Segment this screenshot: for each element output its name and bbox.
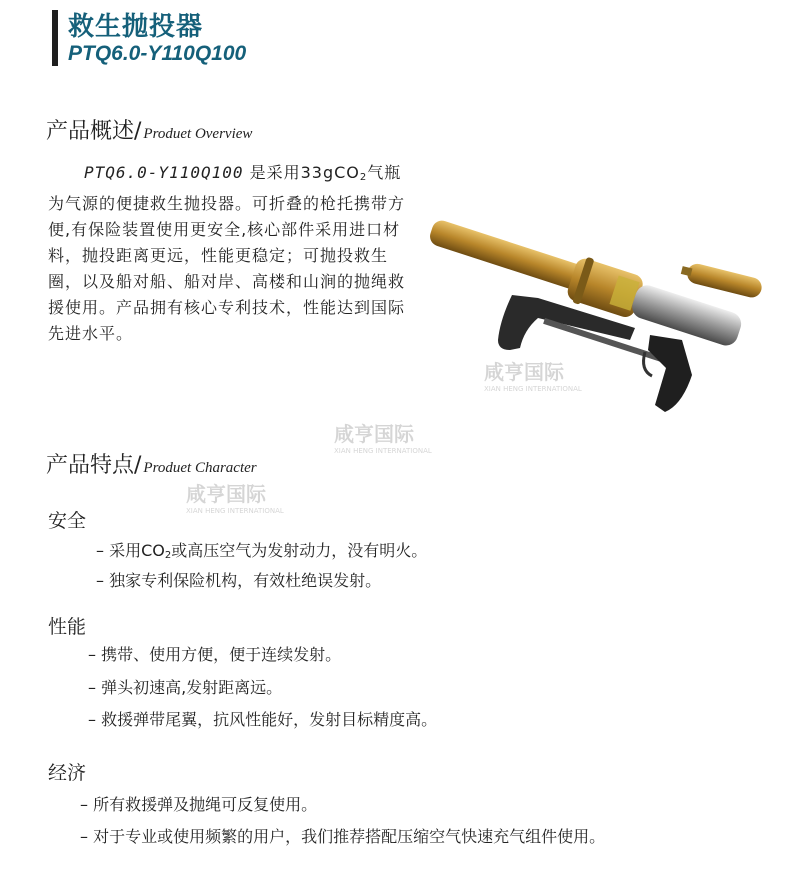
overview-heading-cn: 产品概述/: [46, 119, 142, 144]
economy-bullet-1: – 所有救援弹及抛绳可反复使用。: [80, 795, 318, 814]
character-heading-cn: 产品特点/: [46, 453, 142, 478]
overview-text-2: 气瓶为气源的便捷救生抛投器。可折叠的枪托携带方便,有保险装置使用更安全,核心部件采用进口材料，抛投距离更远，性能更稳定；可抛投救生圈，以及船对船、船对岸、高楼和山涧的抛绳救援使用。产品拥有核心专利技术，性能达到国际先进水平。: [48, 163, 406, 343]
overview-co: CO: [334, 163, 360, 182]
overview-model: PTQ6.0-Y110Q100: [84, 163, 244, 182]
overview-text-1: 是采用33g: [243, 163, 335, 182]
performance-bullet-1: – 携带、使用方便，便于连续发射。: [88, 645, 342, 664]
safety-heading: 安全: [48, 510, 87, 532]
title-accent-bar: [52, 10, 58, 66]
performance-bullet-2: – 弹头初速高,发射距离远。: [88, 678, 283, 697]
overview-heading-en: Produet Overview: [143, 126, 253, 142]
economy-bullet-2: – 对于专业或使用频繁的用户，我们推荐搭配压缩空气快速充气组件使用。: [80, 827, 606, 846]
safety-bullet-2: – 独家专利保险机构，有效杜绝误发射。: [96, 571, 382, 590]
overview-heading: [46, 114, 252, 145]
overview-paragraph: [48, 160, 410, 347]
watermark-logo: 咸亨国际 XIAN HENG INTERNATIONAL: [334, 422, 432, 455]
economy-heading: 经济: [48, 762, 87, 784]
performance-bullet-3: – 救援弹带尾翼，抗风性能好，发射目标精度高。: [88, 710, 438, 729]
safety-bullet-1: – 采用$CO_2$或高压空气为发射动力，没有明火。: [96, 541, 428, 561]
watermark-logo: 咸亨国际 XIAN HENG INTERNATIONAL: [186, 482, 284, 515]
line-thrower-image: [420, 200, 800, 430]
page-title: 救生抛投器: [68, 12, 204, 42]
watermark-logo: 咸亨国际 XIAN HENG INTERNATIONAL: [484, 360, 582, 393]
character-heading: [46, 448, 257, 479]
model-number: PTQ6.0-Y110Q100: [68, 42, 247, 65]
performance-heading: 性能: [48, 616, 87, 638]
character-heading-en: Produet Character: [143, 460, 257, 476]
overview-sub: 2: [359, 172, 368, 183]
